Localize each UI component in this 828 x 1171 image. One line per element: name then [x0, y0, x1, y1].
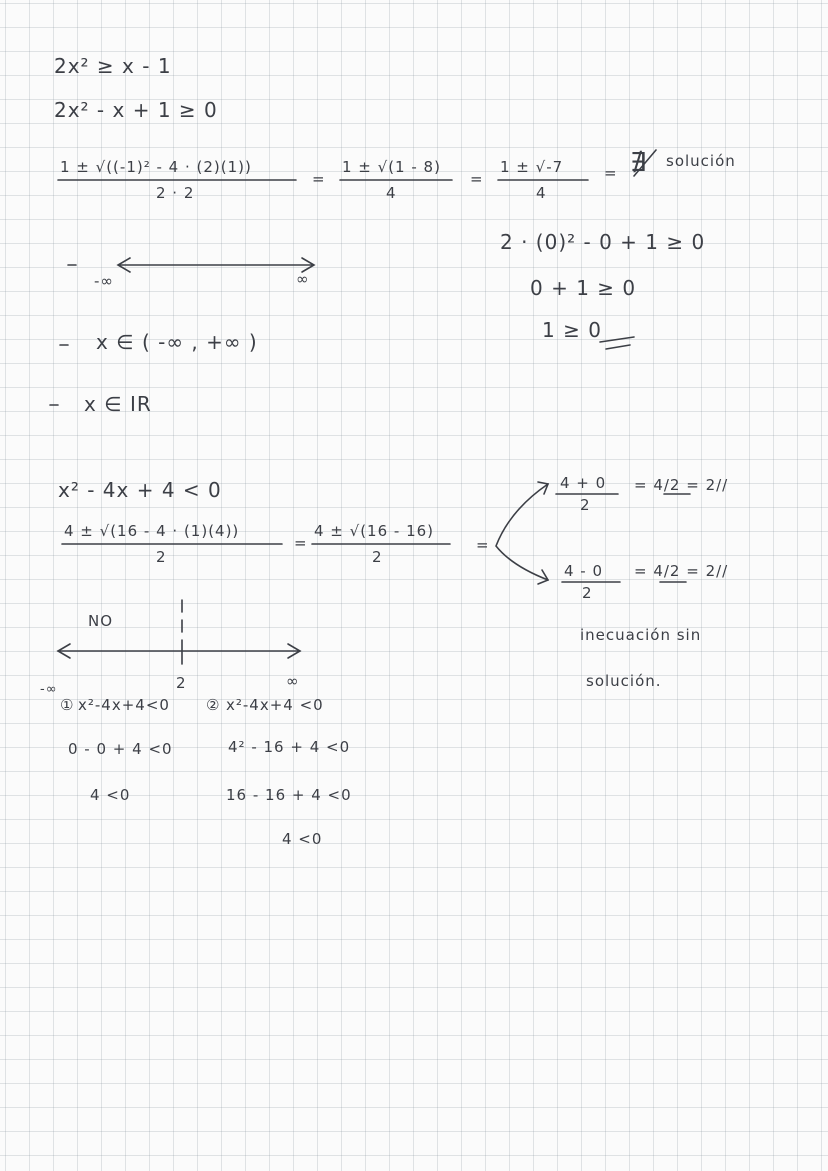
simplified-denominator: 4: [386, 184, 397, 202]
conclusion-line-2: solución.: [586, 672, 662, 690]
test2-step-2: 16 - 16 + 4 <0: [226, 786, 352, 804]
test1-step-2: 4 <0: [90, 786, 131, 804]
solution-interval: x ∈ ( -∞ , +∞ ): [96, 330, 258, 354]
problem2-inequality: x² - 4x + 4 < 0: [58, 478, 222, 502]
simplified-numerator: 4 ± √(16 - 16): [314, 522, 435, 540]
root1-denominator: 2: [580, 496, 591, 514]
problem1-inequality: 2x² ≥ x - 1: [54, 54, 172, 78]
root2-denominator: 2: [582, 584, 593, 602]
underline-mark: [606, 345, 630, 349]
check-line-1: 2 · (0)² - 0 + 1 ≥ 0: [500, 230, 706, 254]
number-line-left-label: -∞: [40, 682, 58, 697]
quadratic-formula-denominator: 2: [156, 548, 167, 566]
test2-label: ②: [206, 696, 221, 714]
equals-sign: =: [294, 534, 308, 552]
conclusion-line-1: inecuación sin: [580, 626, 702, 644]
equals-sign: =: [604, 164, 618, 182]
equals-sign: =: [476, 536, 490, 554]
root1-numerator: 4 + 0: [560, 474, 607, 492]
quadratic-formula-denominator: 2 · 2: [156, 184, 195, 202]
quadratic-formula-numerator: 1 ± √((-1)² - 4 · (2)(1)): [60, 158, 252, 176]
problem1-rearranged: 2x² - x + 1 ≥ 0: [54, 98, 218, 122]
no-solution-mark: ∄: [630, 148, 648, 178]
root2-numerator: 4 - 0: [564, 562, 604, 580]
test2-step-1: 4² - 16 + 4 <0: [228, 738, 351, 756]
simplified-numerator: 1 ± √(1 - 8): [342, 158, 441, 176]
solution-real-set: x ∈ IR: [84, 392, 152, 416]
test2-step-3: 4 <0: [282, 830, 323, 848]
underline-mark: [600, 337, 634, 342]
number-line-right-label: ∞: [286, 672, 300, 690]
final-denominator: 4: [536, 184, 547, 202]
root1-result: = 4/2 = 2//: [634, 476, 729, 494]
test2-expression: x²-4x+4 <0: [226, 696, 324, 714]
simplified-denominator: 2: [372, 548, 383, 566]
root2-result: = 4/2 = 2//: [634, 562, 729, 580]
branch-brace: [496, 484, 548, 580]
final-numerator: 1 ± √-7: [500, 158, 564, 176]
quadratic-formula-numerator: 4 ± √(16 - 4 · (1)(4)): [64, 522, 240, 540]
equals-sign: =: [312, 170, 326, 188]
number-line-mid-label: 2: [176, 674, 187, 692]
number-line-left-label: -∞: [94, 272, 114, 290]
check-line-3: 1 ≥ 0: [542, 318, 602, 342]
test1-step-1: 0 - 0 + 4 <0: [68, 740, 173, 758]
equals-sign: =: [470, 170, 484, 188]
no-label: NO: [88, 612, 114, 630]
no-solution-text: solución: [666, 152, 736, 170]
test1-expression: x²-4x+4<0: [78, 696, 170, 714]
test1-label: ①: [60, 696, 75, 714]
check-line-2: 0 + 1 ≥ 0: [530, 276, 637, 300]
number-line-right-label: ∞: [296, 270, 310, 288]
